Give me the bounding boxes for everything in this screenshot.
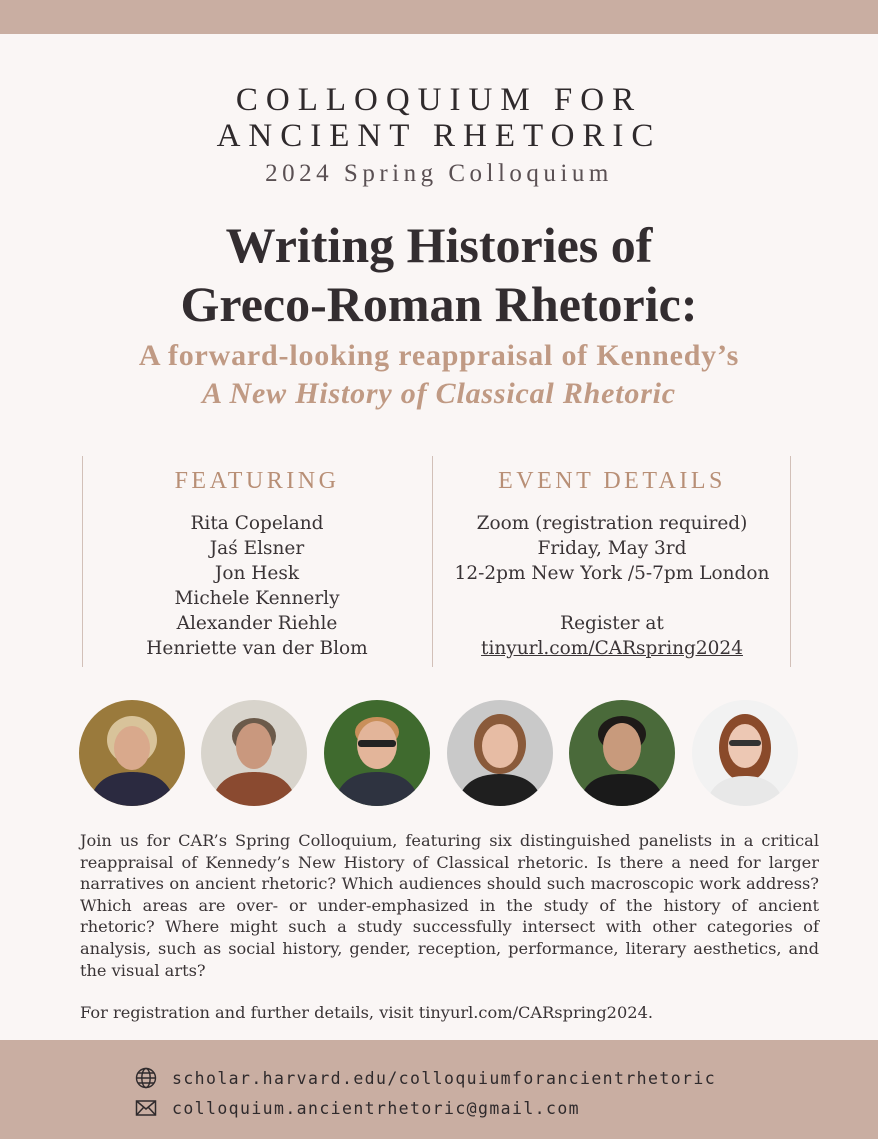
event-subtitle-line1: A forward-looking reappraisal of Kennedy’s xyxy=(138,339,740,372)
envelope-icon xyxy=(134,1096,158,1120)
photo-face xyxy=(236,723,272,769)
speaker-name: Michele Kennerly xyxy=(174,588,340,609)
website-contact xyxy=(134,1066,716,1090)
divider-left xyxy=(82,456,83,667)
speaker-name: Rita Copeland xyxy=(190,513,324,534)
event-details xyxy=(434,511,790,661)
speaker-photo-4 xyxy=(447,700,553,806)
event-details-heading: EVENT DETAILS xyxy=(498,468,726,494)
org-name-line2: ANCIENT RHETORIC xyxy=(216,118,662,154)
divider-middle xyxy=(432,456,433,667)
top-band xyxy=(0,0,878,34)
register-label: Register at xyxy=(560,613,664,634)
speaker-name: Henriette van der Blom xyxy=(146,638,368,659)
divider-right xyxy=(790,456,791,667)
email-contact xyxy=(134,1096,580,1120)
event-subtitle-line2: A New History of Classical Rhetoric xyxy=(202,377,676,410)
event-date: Friday, May 3rd xyxy=(537,538,687,559)
speaker-name: Jon Hesk xyxy=(214,563,300,584)
org-name-line1: COLLOQUIUM FOR xyxy=(235,82,643,118)
registration-note xyxy=(80,1003,653,1022)
website-url[interactable]: scholar.harvard.edu/colloquiumforancientrhetoric xyxy=(172,1068,717,1088)
event-venue: Zoom (registration required) xyxy=(476,513,748,534)
description-paragraph: Join us for CAR’s Spring Colloquium, featuring six distinguished panelists in a critical reappraisal of Kennedy’s New History of Classical rhetoric. Is there a need for larger narratives on ancient rhetoric? Which audiences should such macroscopic work address? Which areas are over- or under-emphasized in the study of the history of ancient rhetoric? Where might such a study successfully intersect with other categories of analysis, such as social history, gender, reception, performance, literary aesthetics, and the visual arts? xyxy=(80,831,819,980)
globe-icon xyxy=(134,1066,158,1090)
season-label: 2024 Spring Colloquium xyxy=(265,160,613,187)
speaker-photo-1 xyxy=(79,700,185,806)
speaker-name: Alexander Riehle xyxy=(176,613,338,634)
featuring-heading: FEATURING xyxy=(174,468,340,494)
speaker-photo-2 xyxy=(201,700,307,806)
speaker-photo-5 xyxy=(569,700,675,806)
event-title-line1: Writing Histories of xyxy=(225,217,653,273)
photo-face xyxy=(603,723,641,771)
speaker-photo-6 xyxy=(692,700,798,806)
registration-prefix: For registration and further details, visit xyxy=(80,1003,419,1022)
registration-link[interactable]: tinyurl.com/CARspring2024. xyxy=(418,1003,654,1022)
email-address[interactable]: colloquium.ancientrhetoric@gmail.com xyxy=(172,1098,581,1118)
event-title-line2: Greco-Roman Rhetoric: xyxy=(180,276,698,332)
speaker-name: Jaś Elsner xyxy=(209,538,305,559)
photo-glasses xyxy=(729,740,761,746)
event-time: 12-2pm New York /5-7pm London xyxy=(454,563,770,584)
photo-face xyxy=(482,724,518,768)
spacer xyxy=(434,586,790,611)
register-link[interactable]: tinyurl.com/CARspring2024 xyxy=(481,638,743,659)
speaker-list xyxy=(84,511,430,661)
speaker-photo-3 xyxy=(324,700,430,806)
photo-glasses xyxy=(358,740,396,747)
photo-face xyxy=(114,726,150,770)
